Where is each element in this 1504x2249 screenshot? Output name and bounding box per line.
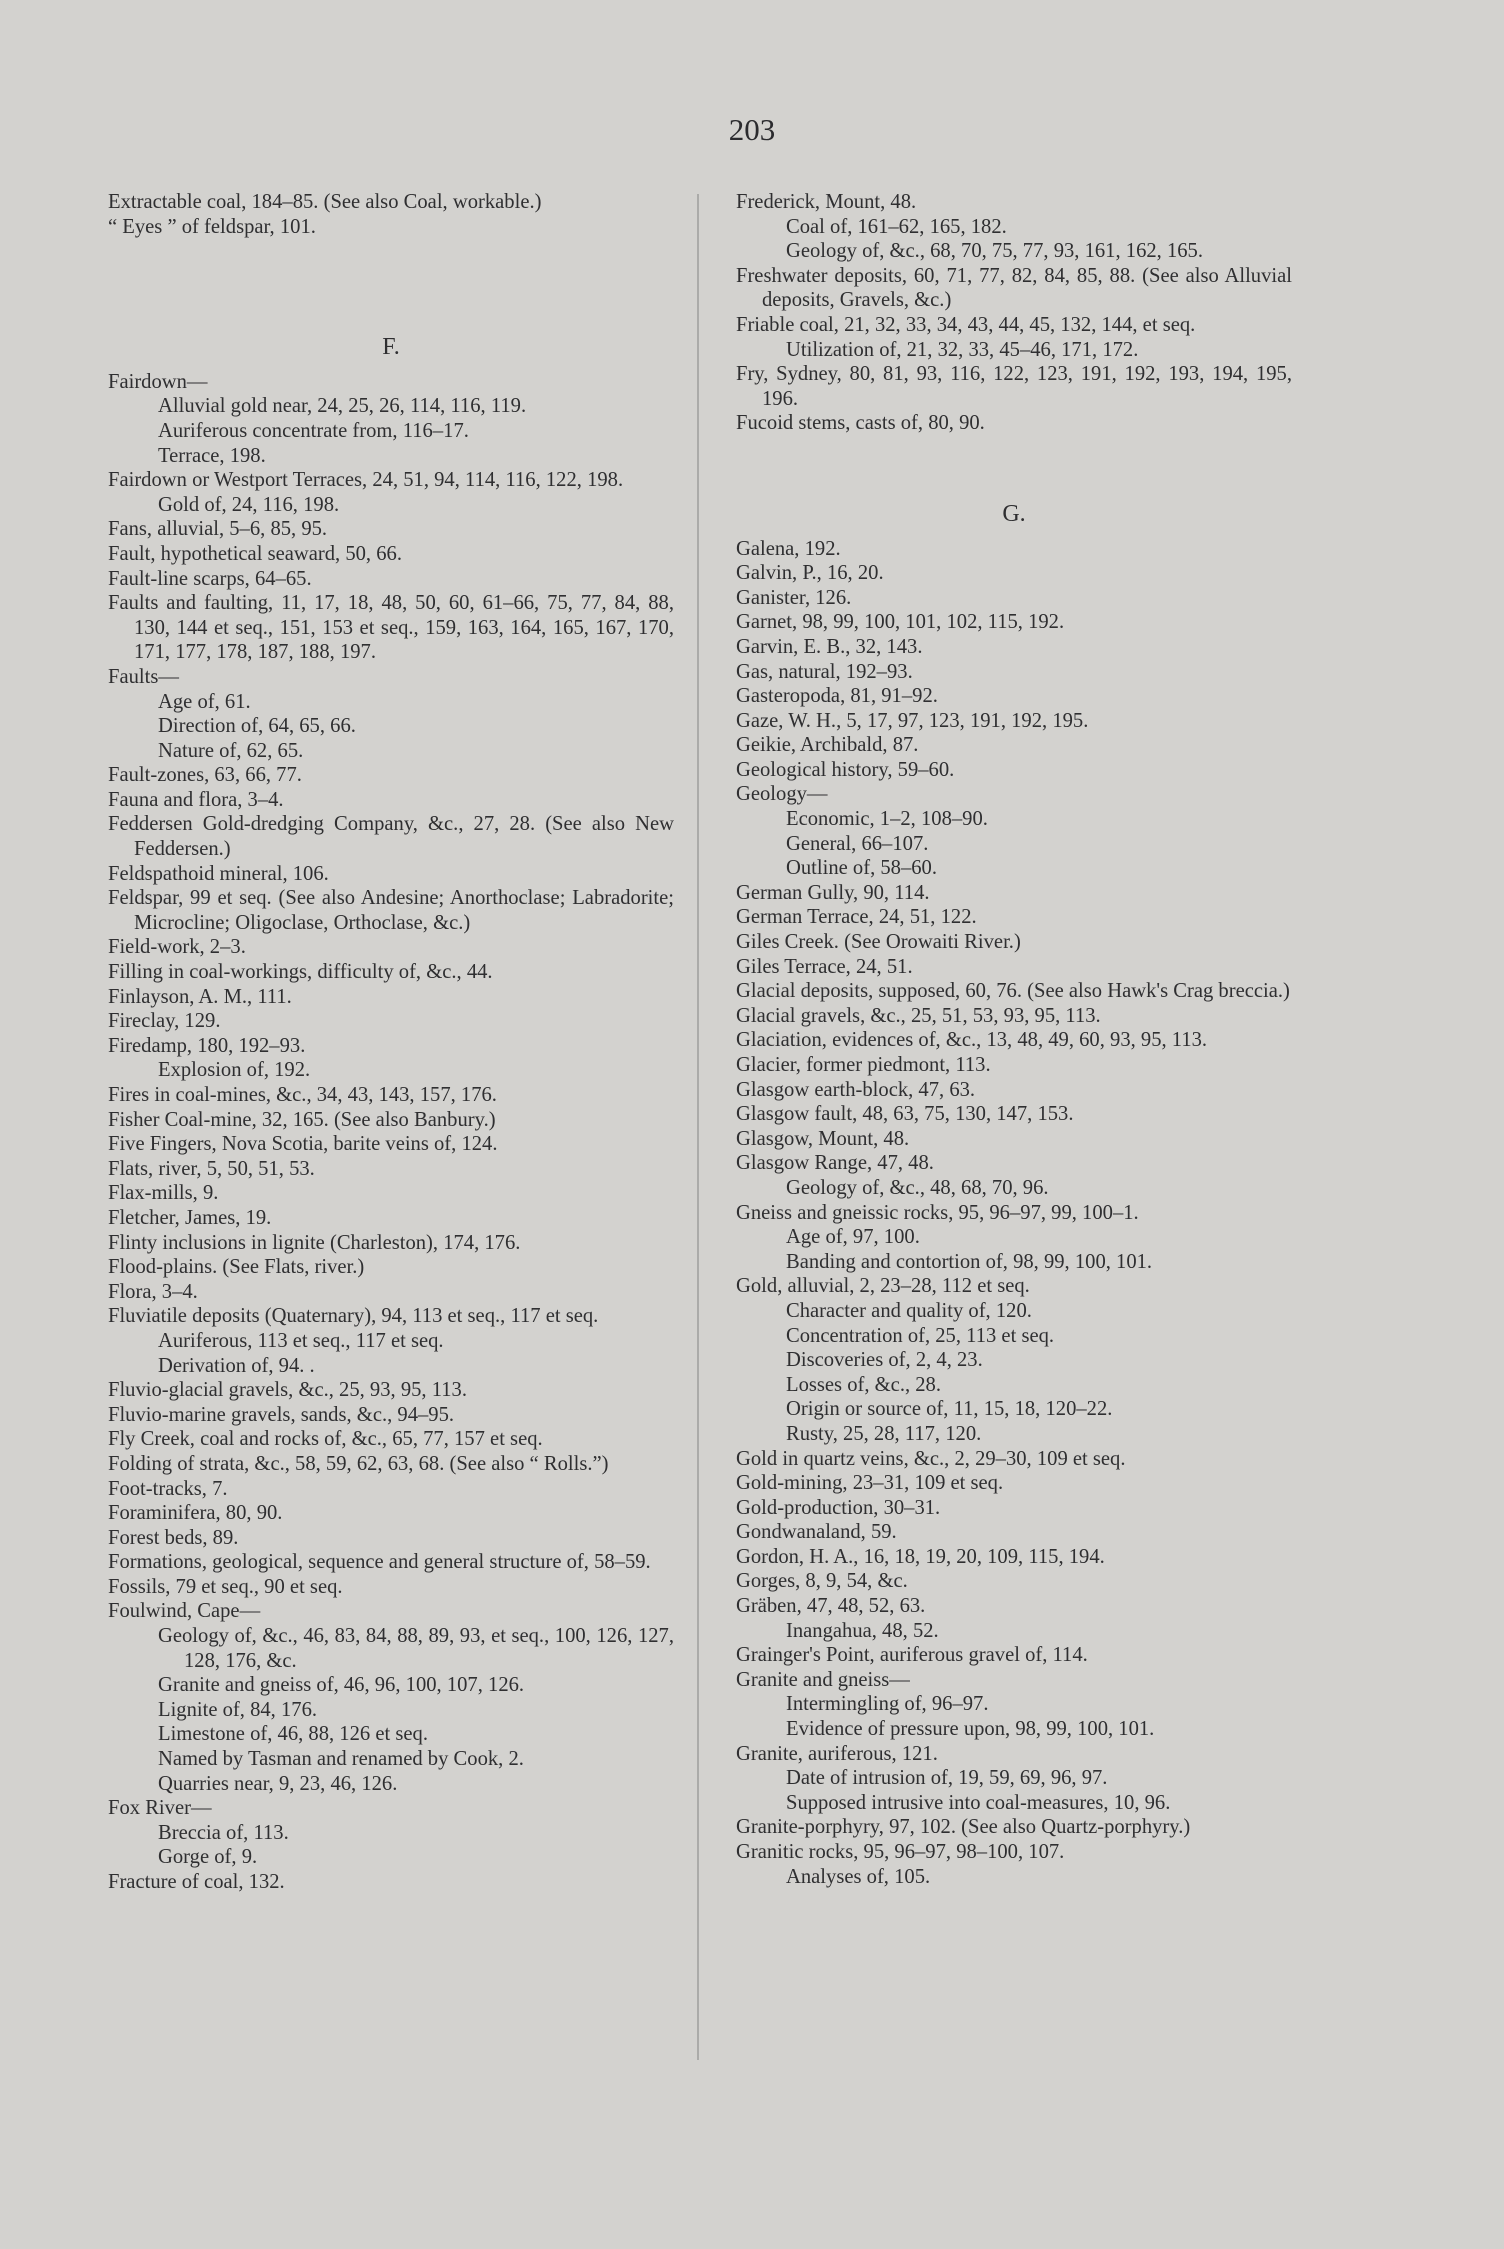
index-subentry: Gold of, 24, 116, 198.	[158, 493, 340, 516]
index-subentry: Auriferous concentrate from, 116–17.	[158, 419, 469, 442]
index-entry: Fletcher, James, 19.	[108, 1206, 272, 1229]
index-entry: Fans, alluvial, 5–6, 85, 95.	[108, 518, 328, 541]
index-subentry: Derivation of, 94. .	[158, 1354, 315, 1377]
index-entry: Glasgow earth-block, 47, 63.	[736, 1078, 976, 1101]
index-entry: German Terrace, 24, 51, 122.	[736, 906, 977, 929]
index-subentry: Quarries near, 9, 23, 46, 126.	[158, 1772, 398, 1795]
index-subentry: Geology of, &c., 46, 83, 84, 88, 89, 93, et seq., 100, 126, 127, 128, 176, &c.	[158, 1625, 674, 1672]
index-entry: Gold-production, 30–31.	[736, 1496, 941, 1519]
index-entry: Flats, river, 5, 50, 51, 53.	[108, 1157, 315, 1180]
index-entry: Fluviatile deposits (Quaternary), 94, 113 et seq., 117 et seq.	[108, 1305, 599, 1328]
index-entry: Fucoid stems, casts of, 80, 90.	[736, 412, 985, 435]
index-entry: Foulwind, Cape—	[108, 1600, 261, 1623]
index-entry: Five Fingers, Nova Scotia, barite veins of, 124.	[108, 1133, 498, 1156]
index-entry: Gasteropoda, 81, 91–92.	[736, 685, 938, 708]
index-subentry: Coal of, 161–62, 165, 182.	[786, 215, 1007, 238]
index-subentry: Losses of, &c., 28.	[786, 1373, 942, 1396]
index-subentry: Explosion of, 192.	[158, 1059, 311, 1082]
index-entry: Flax-mills, 9.	[108, 1182, 219, 1205]
index-entry: Fires in coal-mines, &c., 34, 43, 143, 157, 176.	[108, 1084, 497, 1106]
index-entry: German Gully, 90, 114.	[736, 881, 930, 904]
index-entry: Gräben, 47, 48, 52, 63.	[736, 1595, 926, 1618]
index-entry: Fly Creek, coal and rocks of, &c., 65, 77, 157 et seq.	[108, 1428, 543, 1451]
index-entry: Friable coal, 21, 32, 33, 34, 43, 44, 45, 132, 144, et seq.	[736, 313, 1196, 336]
index-subentry: Rusty, 25, 28, 117, 120.	[786, 1422, 982, 1445]
column-divider	[697, 194, 699, 2060]
index-subentry: General, 66–107.	[786, 832, 929, 855]
index-entry: Foot-tracks, 7.	[108, 1477, 228, 1500]
index-entry: Field-work, 2–3.	[108, 936, 246, 959]
index-entry: Gold-mining, 23–31, 109 et seq.	[736, 1472, 1004, 1495]
index-entry: Gneiss and gneissic rocks, 95, 96–97, 99, 100–1.	[736, 1201, 1139, 1224]
index-subentry: Granite and gneiss of, 46, 96, 100, 107, 126.	[158, 1674, 525, 1697]
index-entry: Fry, Sydney, 80, 81, 93, 116, 122, 123, 191, 192, 193, 194, 195, 196.	[736, 363, 1292, 410]
index-entry: Fracture of coal, 132.	[108, 1871, 285, 1893]
index-subentry: Date of intrusion of, 19, 59, 69, 96, 97.	[786, 1767, 1108, 1790]
index-subentry: Limestone of, 46, 88, 126 et seq.	[158, 1723, 428, 1746]
index-entry: Fluvio-glacial gravels, &c., 25, 93, 95, 113.	[108, 1379, 467, 1402]
index-subentry: Analyses of, 105.	[786, 1865, 931, 1888]
index-subentry: Intermingling of, 96–97.	[786, 1693, 989, 1716]
index-entry: Formations, geological, sequence and general structure of, 58–59.	[108, 1551, 651, 1574]
index-entry: Grainger's Point, auriferous gravel of, 114.	[736, 1644, 1088, 1667]
index-subentry: Breccia of, 113.	[158, 1821, 289, 1844]
index-entry: Geikie, Archibald, 87.	[736, 734, 919, 757]
index-entry: Gold in quartz veins, &c., 2, 29–30, 109 et seq.	[736, 1447, 1126, 1470]
index-entry: Feldspathoid mineral, 106.	[108, 862, 329, 885]
index-entry: “ Eyes ” of feldspar, 101.	[108, 215, 316, 238]
index-entry: Glacial deposits, supposed, 60, 76. (See also Hawk's Crag breccia.)	[736, 980, 1290, 1003]
index-entry: Glacial gravels, &c., 25, 51, 53, 93, 95, 113.	[736, 1004, 1101, 1027]
index-subentry: Character and quality of, 120.	[786, 1299, 1032, 1322]
index-subentry: Utilization of, 21, 32, 33, 45–46, 171, 172.	[786, 338, 1139, 361]
index-entry: Giles Terrace, 24, 51.	[736, 955, 913, 978]
index-subentry: Direction of, 64, 65, 66.	[158, 715, 356, 738]
index-entry: Giles Creek. (See Orowaiti River.)	[736, 931, 1021, 954]
index-entry: Geology—	[736, 783, 828, 806]
index-entry: Gondwanaland, 59.	[736, 1521, 897, 1544]
index-entry: Gordon, H. A., 16, 18, 19, 20, 109, 115, 194.	[736, 1545, 1105, 1568]
index-column-left	[108, 190, 674, 1895]
section-spacer	[736, 436, 1292, 502]
index-subentry: Geology of, &c., 48, 68, 70, 96.	[786, 1176, 1049, 1199]
section-heading: G.	[1002, 500, 1026, 527]
index-entry: Faults—	[108, 665, 179, 688]
index-subentry: Named by Tasman and renamed by Cook, 2.	[158, 1748, 524, 1771]
index-subentry: Age of, 97, 100.	[786, 1226, 920, 1249]
index-subentry: Discoveries of, 2, 4, 23.	[786, 1349, 983, 1372]
index-entry: Gold, alluvial, 2, 23–28, 112 et seq.	[736, 1275, 1030, 1298]
index-entry: Granite, auriferous, 121.	[736, 1742, 938, 1765]
index-subentry: Banding and contortion of, 98, 99, 100, 101.	[786, 1250, 1153, 1273]
index-column-right	[736, 190, 1292, 1889]
index-subentry: Origin or source of, 11, 15, 18, 120–22.	[786, 1398, 1113, 1421]
page-number: 203	[728, 112, 776, 147]
index-entry: Fairdown—	[108, 370, 208, 393]
index-entry: Ganister, 126.	[736, 586, 852, 609]
index-subentry: Evidence of pressure upon, 98, 99, 100, 101.	[786, 1718, 1155, 1741]
index-subentry: Geology of, &c., 68, 70, 75, 77, 93, 161, 162, 165.	[786, 240, 1203, 263]
index-subentry: Terrace, 198.	[158, 444, 266, 467]
index-entry: Galvin, P., 16, 20.	[736, 562, 884, 585]
index-entry: Gorges, 8, 9, 54, &c.	[736, 1570, 908, 1593]
index-entry: Glasgow fault, 48, 63, 75, 130, 147, 153.	[736, 1103, 1074, 1126]
index-entry: Garnet, 98, 99, 100, 101, 102, 115, 192.	[736, 611, 1065, 634]
section-heading: F.	[382, 334, 400, 361]
index-entry: Fossils, 79 et seq., 90 et seq.	[108, 1575, 343, 1598]
index-entry: Fireclay, 129.	[108, 1010, 221, 1033]
index-entry: Fault-line scarps, 64–65.	[108, 567, 312, 590]
index-entry: Fairdown or Westport Terraces, 24, 51, 94, 114, 116, 122, 198.	[108, 469, 624, 492]
index-entry: Fault-zones, 63, 66, 77.	[108, 764, 302, 787]
index-entry: Freshwater deposits, 60, 71, 77, 82, 84, 85, 88. (See also Alluvial deposits, Gravels, &c.)	[736, 264, 1292, 312]
index-entry: Granitic rocks, 95, 96–97, 98–100, 107.	[736, 1841, 1065, 1863]
index-entry: Faults and faulting, 11, 17, 18, 48, 50, 60, 61–66, 75, 77, 84, 88, 130, 144 et seq., 151, 153 et seq., 159, 163, 164, 165, 167, 170, 171, 177, 178, 187, 188, 197.	[108, 592, 674, 664]
index-entry: Extractable coal, 184–85. (See also Coal, workable.)	[108, 191, 542, 213]
index-entry: Firedamp, 180, 192–93.	[108, 1034, 306, 1057]
index-entry: Glaciation, evidences of, &c., 13, 48, 49, 60, 93, 95, 113.	[736, 1029, 1208, 1052]
index-subentry: Nature of, 62, 65.	[158, 739, 304, 762]
index-entry: Feldspar, 99 et seq. (See also Andesine; Anorthoclase; Labradorite; Microcline; Oligoclase, Orthoclase, &c.)	[108, 887, 674, 934]
index-subentry: Outline of, 58–60.	[786, 857, 938, 880]
index-subentry: Supposed intrusive into coal-measures, 10, 96.	[786, 1791, 1171, 1814]
index-entry: Foraminifera, 80, 90.	[108, 1502, 283, 1525]
index-entry: Folding of strata, &c., 58, 59, 62, 63, 68. (See also “ Rolls.”)	[108, 1452, 609, 1475]
index-entry: Feddersen Gold-dredging Company, &c., 27, 28. (See also New Feddersen.)	[108, 813, 674, 861]
index-entry: Garvin, E. B., 32, 143.	[736, 635, 923, 658]
index-subentry: Gorge of, 9.	[158, 1846, 258, 1869]
index-entry: Gaze, W. H., 5, 17, 97, 123, 191, 192, 195.	[736, 709, 1089, 732]
index-subentry: Economic, 1–2, 108–90.	[786, 808, 988, 831]
index-entry: Glasgow Range, 47, 48.	[736, 1152, 934, 1175]
index-subentry: Inangahua, 48, 52.	[786, 1619, 939, 1642]
index-entry: Fluvio-marine gravels, sands, &c., 94–95.	[108, 1403, 455, 1426]
index-entry: Forest beds, 89.	[108, 1526, 239, 1549]
index-entry: Glacier, former piedmont, 113.	[736, 1054, 991, 1076]
index-entry: Fox River—	[108, 1797, 212, 1820]
index-entry: Geological history, 59–60.	[736, 758, 955, 781]
index-entry: Finlayson, A. M., 111.	[108, 985, 292, 1008]
index-entry: Frederick, Mount, 48.	[736, 191, 917, 213]
index-entry: Granite and gneiss—	[736, 1668, 910, 1691]
index-entry: Fault, hypothetical seaward, 50, 66.	[108, 542, 402, 565]
index-subentry: Age of, 61.	[158, 690, 251, 713]
index-subentry: Alluvial gold near, 24, 25, 26, 114, 116, 119.	[158, 395, 527, 418]
index-entry: Flinty inclusions in lignite (Charleston), 174, 176.	[108, 1231, 521, 1254]
index-entry: Granite-porphyry, 97, 102. (See also Quartz-porphyry.)	[736, 1816, 1191, 1839]
index-entry: Fauna and flora, 3–4.	[108, 788, 284, 811]
index-entry: Filling in coal-workings, difficulty of, &c., 44.	[108, 961, 493, 984]
index-entry: Galena, 192.	[736, 537, 841, 560]
index-subentry: Concentration of, 25, 113 et seq.	[786, 1324, 1055, 1347]
section-spacer	[108, 239, 674, 335]
index-entry: Flora, 3–4.	[108, 1280, 198, 1303]
index-entry: Fisher Coal-mine, 32, 165. (See also Banbury.)	[108, 1108, 496, 1131]
index-entry: Gas, natural, 192–93.	[736, 660, 913, 683]
index-subentry: Lignite of, 84, 176.	[158, 1698, 318, 1721]
index-entry: Flood-plains. (See Flats, river.)	[108, 1256, 365, 1279]
index-subentry: Auriferous, 113 et seq., 117 et seq.	[158, 1329, 444, 1352]
index-entry: Glasgow, Mount, 48.	[736, 1127, 910, 1150]
